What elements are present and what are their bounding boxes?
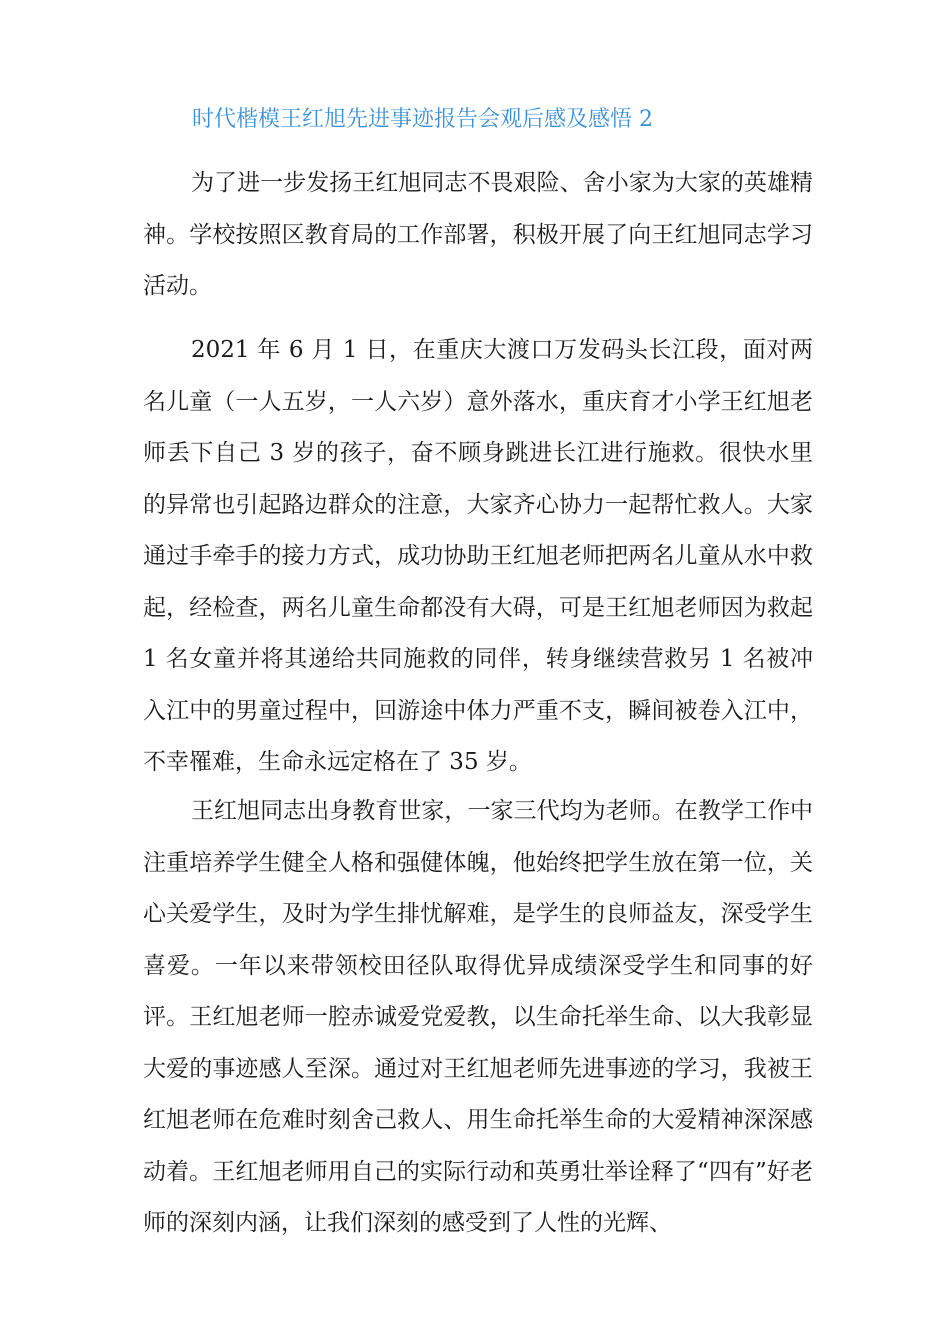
paragraph-intro: 为了进一步发扬王红旭同志不畏艰险、舍小家为大家的英雄精神。学校按照区教育局的工作部署，积极开展了向王红旭同志学习活动。 (143, 170, 813, 299)
document-title: 时代楷模王红旭先进事迹报告会观后感及感悟 2 (192, 107, 653, 132)
paragraph-rescue-story: 2021 年 6 月 1 日，在重庆大渡口万发码头长江段，面对两名儿童（一人五岁，一人六岁）意外落水，重庆育才小学王红旭老师丢下自己 3 岁的孩子，奋不顾身跳进长江进行施救。很快水里的异常也引起路边群众的注意，大家齐心协力一起帮忙救人。大家通过手牵手的接力方式，成功协助王红旭老师把两名儿童从水中救起，经检查，两名儿童生命都没有大碍，可是王红旭老师因为救起 1 名女童并将其递给共同施救的同伴，转身继续营救另 1 名被冲入江中的男童过程中，回游途中体力严重不支，瞬间被卷入江中，不幸罹难，生命永远定格在了 35 岁。 (143, 337, 813, 775)
paragraph-teacher-profile: 王红旭同志出身教育世家，一家三代均为老师。在教学工作中注重培养学生健全人格和强健体魄，他始终把学生放在第一位，关心关爱学生，及时为学生排忧解难，是学生的良师益友，深受学生喜爱。一年以来带领校田径队取得优异成绩深受学生和同事的好评。王红旭老师一腔赤诚爱党爱教，以生命托举生命、以大我彰显大爱的事迹感人至深。通过对王红旭老师先进事迹的学习，我被王红旭老师在危难时刻舍己救人、用生命托举生命的大爱精神深深感动着。王红旭老师用自己的实际行动和英勇壮举诠释了“四有”好老师的深刻内涵，让我们深刻的感受到了人性的光辉、 (143, 798, 813, 1236)
